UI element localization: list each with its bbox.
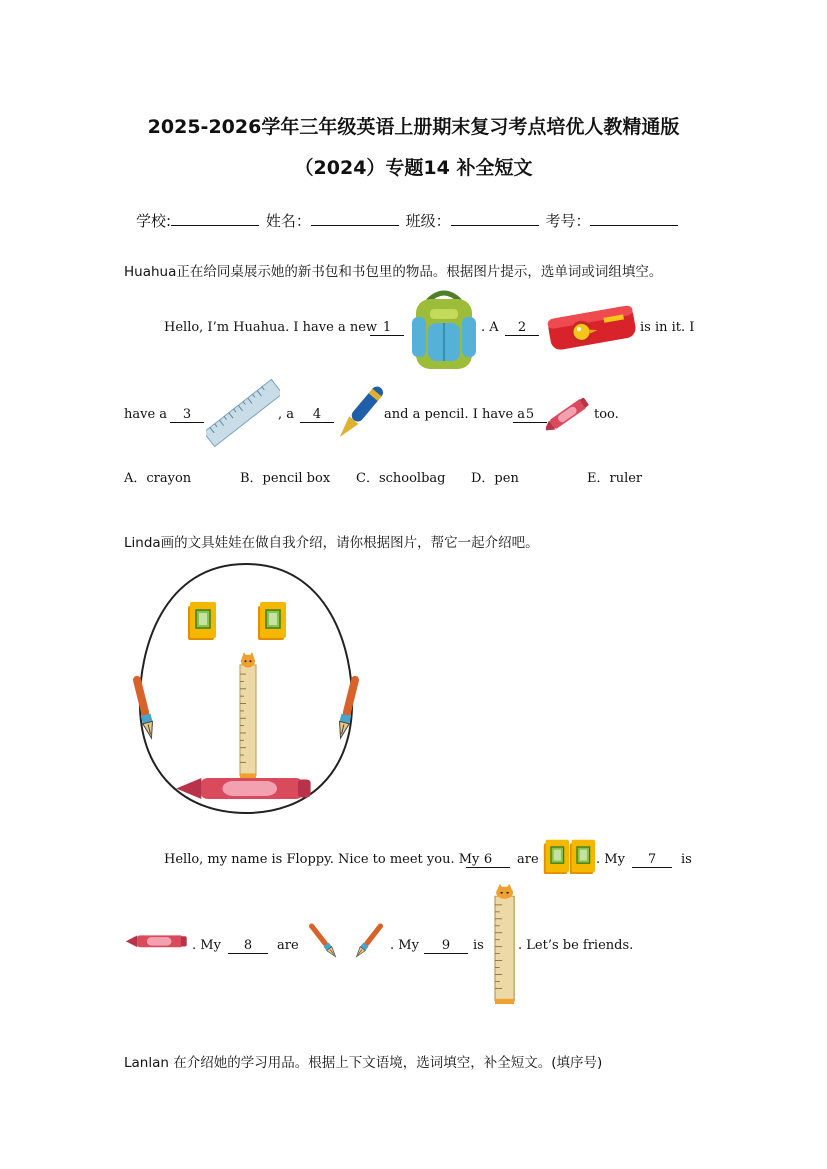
s2-text-4: is — [681, 852, 692, 867]
s1-text-7: too. — [594, 407, 619, 422]
option-a: A．crayon — [124, 471, 192, 486]
blank-3[interactable]: 3 — [170, 407, 204, 423]
option-c: C．schoolbag — [356, 471, 446, 486]
s2-text-6: are — [277, 938, 299, 953]
s2-blank-7-wrap — [632, 852, 672, 868]
ruler-image-2 — [493, 884, 517, 1006]
s1-text-5: , a — [278, 407, 295, 422]
s2-text-2: are — [517, 852, 539, 867]
s2-text-8: is — [473, 938, 484, 953]
school-field[interactable] — [171, 211, 259, 226]
section3-instruction: Lanlan 在介绍她的学习用品。根据上下文语境，选词填空，补全短文。(填序号) — [124, 1055, 603, 1071]
crayon-image — [546, 394, 594, 434]
s2-text-1: Hello, my name is Floppy. Nice to meet you. My — [164, 852, 480, 867]
s1-text-2: . A — [481, 320, 499, 335]
class-label: 班级： — [405, 212, 451, 230]
option-b: B．pencil box — [240, 471, 331, 486]
blank-8[interactable]: 8 — [228, 938, 268, 954]
section2-instruction: Linda画的文具娃娃在做自我介绍，请你根据图片，帮它一起介绍吧。 — [124, 535, 539, 551]
s2-text-7: . My — [390, 938, 419, 953]
blank-2[interactable]: 2 — [505, 320, 539, 336]
school-label: 学校: — [136, 212, 172, 230]
pen-image — [334, 384, 384, 444]
s1-text-1: Hello, I’m Huahua. I have a new — [164, 320, 378, 335]
name-label: 姓名： — [265, 212, 311, 230]
stationery-doll-image — [124, 558, 369, 820]
blank-1[interactable]: 1 — [370, 320, 404, 336]
s1-blank-2-wrap — [505, 320, 539, 336]
ruler-image — [206, 378, 280, 448]
pencil-box-image — [545, 302, 639, 354]
s2-blank-9-wrap — [424, 938, 468, 954]
s2-text-5: . My — [192, 938, 221, 953]
s2-blank-6-wrap — [466, 852, 510, 868]
blank-9[interactable]: 9 — [424, 938, 468, 954]
s2-text-3: . My — [596, 852, 625, 867]
s1-blank-5-wrap — [513, 407, 547, 423]
option-d: D．pen — [471, 471, 519, 486]
s1-blank-3-wrap — [170, 407, 204, 423]
s2-text-9: . Let’s be friends. — [518, 938, 634, 953]
blank-4[interactable]: 4 — [300, 407, 334, 423]
s1-text-6: and a pencil. I have a — [384, 407, 526, 422]
page-title: 2025-2026学年三年级英语上册期末复习考点培优人教精通版 — [147, 116, 680, 138]
page-subtitle: （2024）专题14 补全短文 — [294, 157, 533, 179]
schoolbag-image — [410, 287, 478, 373]
s1-text-4: have a — [124, 407, 168, 422]
s1-blank-1-wrap — [370, 320, 404, 336]
student-info-line — [136, 210, 680, 231]
crayon-image-2 — [124, 932, 190, 956]
exam-no-field[interactable] — [590, 211, 678, 226]
exam-no-label: 考号： — [545, 212, 591, 230]
name-field[interactable] — [311, 211, 399, 226]
s2-blank-8-wrap — [228, 938, 268, 954]
s1-text-3: is in it. I — [640, 320, 695, 335]
blank-6[interactable]: 6 — [466, 852, 510, 868]
brushes-image — [300, 920, 392, 970]
class-field[interactable] — [451, 211, 539, 226]
s1-blank-4-wrap — [300, 407, 334, 423]
blank-5[interactable]: 5 — [513, 407, 547, 423]
section1-instruction: Huahua正在给同桌展示她的新书包和书包里的物品。根据图片提示，选单词或词组填空。 — [124, 264, 663, 280]
books-image — [542, 838, 598, 878]
blank-7[interactable]: 7 — [632, 852, 672, 868]
option-e: E．ruler — [587, 471, 643, 486]
